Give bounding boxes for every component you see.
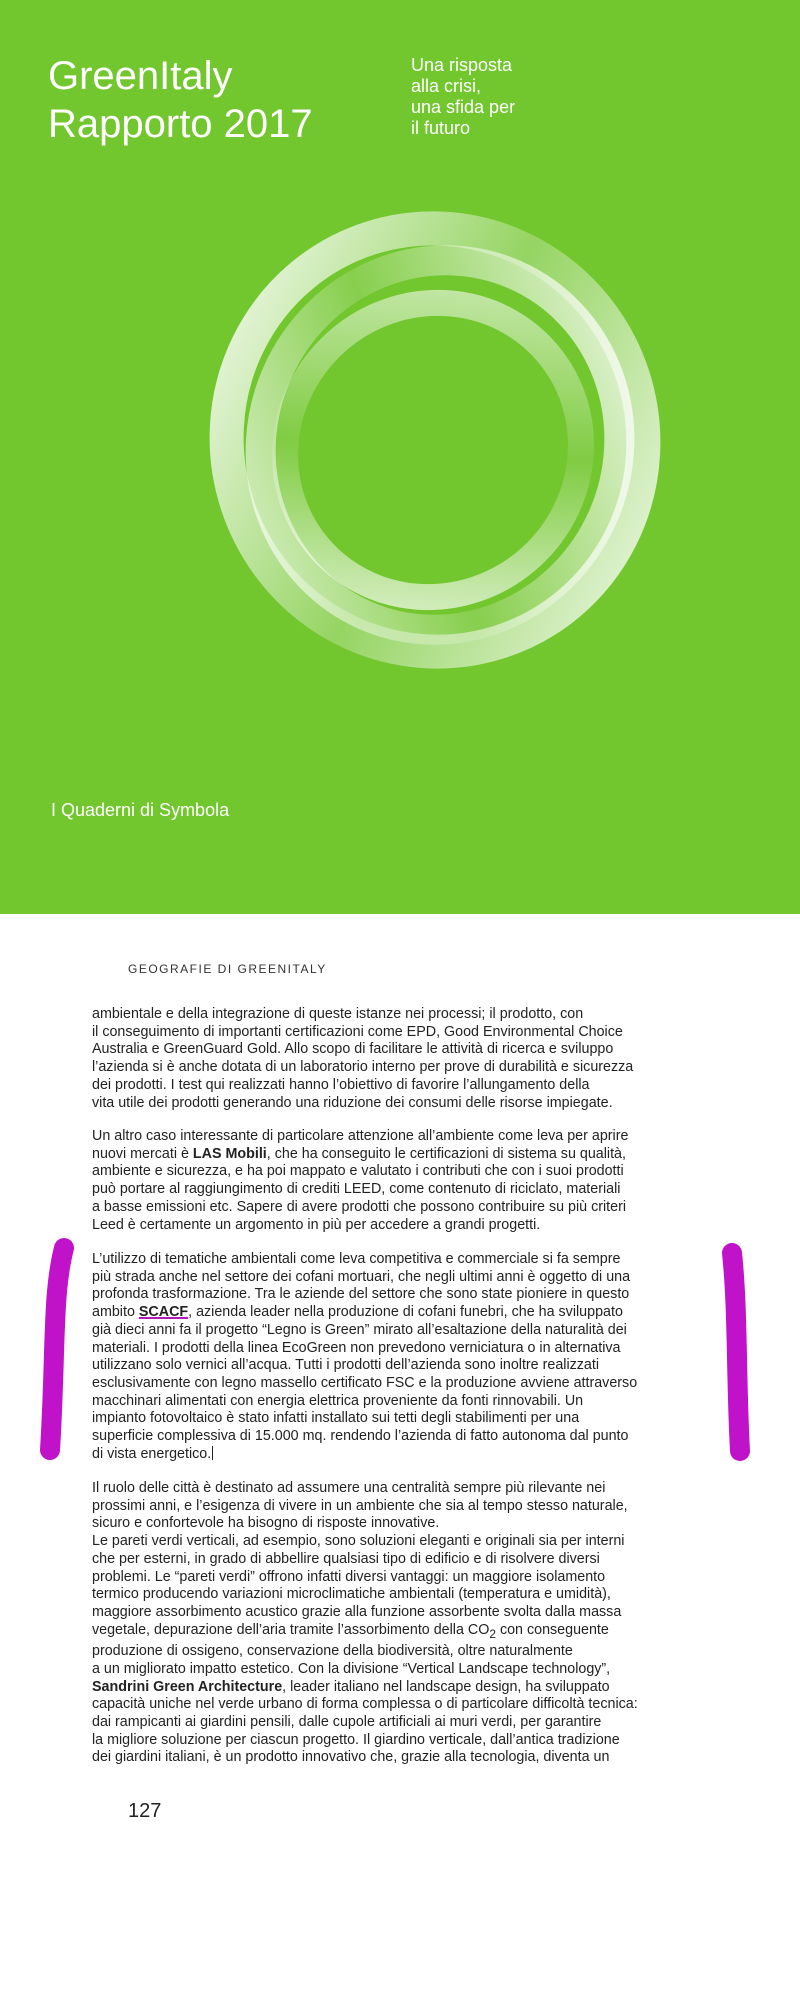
text-line: macchinari alimentati con energia elettrica proveniente da fonti rinnovabili. Un [92,1392,584,1409]
cover-tagline [411,55,515,139]
text-line: può portare al raggiungimento di crediti LEED, come contenuto di riciclato, materiali [92,1181,621,1198]
text-line: già dieci anni fa il progetto “Legno is Green” mirato all’esaltazione della naturalità dei [92,1321,627,1338]
paragraph-4 [92,1480,712,1767]
text-line: esclusivamente con legno massello certificato FSC e la produzione avviene attraverso [92,1374,638,1391]
text-line: ambientale e della integrazione di queste istanze nei processi; il prodotto, con [92,1006,584,1022]
text-fragment: , che ha conseguito le certificazioni di sistema su qualità, [266,1145,626,1162]
text-line: a basse emissioni etc. Sapere di avere prodotti che possono contribuire su più criteri [92,1198,627,1215]
company-name-las-mobili: LAS Mobili [192,1145,267,1162]
cover-title-line: Rapporto 2017 [48,102,313,146]
text-line: utilizzano solo vernici all’acqua. Tutti i prodotti dell’azienda sono inoltre realizzati [92,1357,600,1374]
tagline-line: il futuro [411,118,471,138]
text-line: Il ruolo delle città è destinato ad assumere una centralità sempre più rilevante nei [92,1480,606,1496]
text-line: vita utile dei prodotti generando una riduzione dei consumi delle risorse impiegate. [92,1094,613,1111]
text-line: profonda trasformazione. Tra le aziende del settore che sono state pioniere in questo [92,1286,630,1303]
text-line: capacità uniche nel verde urbano di forma complessa o di particolare difficoltà tecnica: [92,1696,638,1713]
report-cover [0,0,800,914]
right-highlight-bracket [718,1239,758,1469]
text-line: sicuro e confortevole ha bisogno di risposte innovative. [92,1515,440,1532]
paragraph-1 [92,1006,712,1112]
document-page [0,914,800,2000]
text-line: problemi. Le “pareti verdi” offrono infatti diversi vantaggi: un maggiore isolamento [92,1568,606,1585]
text-line: dei giardini italiani, è un prodotto innovativo che, grazie alla tecnologia, diventa un [92,1749,610,1766]
section-header: GEOGRAFIE DI GREENITALY [128,962,327,976]
text-line: maggiore assorbimento acustico grazie alla funzione assorbente svolta dalla massa [92,1603,622,1620]
tagline-line: alla crisi, [411,76,482,96]
text-fragment: nuovi mercati è [92,1145,193,1162]
text-line: dai rampicanti ai giardini pensili, dalle cupole artificiali ai muri verdi, per garantire [92,1714,602,1730]
text-fragment: , leader italiano nel landscape design, ha sviluppato [282,1678,610,1695]
paragraph-2 [92,1128,712,1234]
text-line: Leed è certamente un argomento in più per accedere a grandi progetti. [92,1216,541,1233]
text-line: la migliore soluzione per ciascun progetto. Il giardino verticale, dall’antica tradizione [92,1731,620,1748]
text-line [92,1304,712,1322]
cover-title [48,52,313,148]
text-line [92,1622,712,1644]
tagline-line: una sfida per [411,97,516,117]
company-name-scacf: SCACF [138,1304,189,1321]
text-line: Le pareti verdi verticali, ad esempio, sono soluzioni eleganti e originali sia per interni [92,1533,625,1550]
text-line [92,1146,712,1164]
text-line: dei prodotti. I test qui realizzati hanno l’obiettivo di favorire l’allungamento della [92,1076,590,1093]
tagline-line: Una risposta [411,55,513,75]
text-fragment: , azienda leader nella produzione di cofani funebri, che ha sviluppato [188,1304,623,1321]
text-line: materiali. I prodotti della linea EcoGreen non prevedono verniciatura o in alternativa [92,1339,621,1356]
text-line: Un altro caso interessante di particolare attenzione all’ambiente come leva per aprire [92,1128,629,1144]
text-line: prossimi anni, e l’esigenza di vivere in un ambiente che sia al tempo stesso naturale, [92,1497,628,1514]
interlocking-rings-graphic [185,195,685,695]
text-line [92,1679,712,1697]
text-line: produzione di ossigeno, conservazione della biodiversità, oltre naturalmente [92,1643,573,1660]
text-fragment: vegetale, depurazione dell’aria tramite l’assorbimento della CO [92,1621,490,1638]
cover-title-line: GreenItaly [48,54,233,98]
text-line: ambiente e sicurezza, e ha poi mappato e valutato i contributi che con i suoi prodotti [92,1163,624,1180]
text-line: il conseguimento di importanti certificazioni come EPD, Good Environmental Choice [92,1023,623,1040]
cover-series-label: I Quaderni di Symbola [51,800,230,820]
text-fragment: ambito [92,1304,139,1321]
text-line: più strada anche nel settore dei cofani mortuari, che negli ultimi anni è oggetto di una [92,1268,631,1285]
text-fragment: di vista energetico. [92,1445,212,1462]
co2-subscript: 2 [489,1626,496,1641]
text-line [92,1446,712,1464]
text-line: che per esterni, in grado di abbellire qualsiasi tipo di edificio e di risolvere diversi [92,1550,600,1567]
text-line: Australia e GreenGuard Gold. Allo scopo di facilitare le attività di ricerca e sviluppo [92,1041,614,1058]
paragraph-3-highlighted[interactable] [92,1251,712,1463]
text-line: a un migliorato impatto estetico. Con la divisione “Vertical Landscape technology”, [92,1660,611,1677]
text-cursor [212,1446,213,1460]
text-line: l’azienda si è anche dotata di un laboratorio interno per prove di durabilità e sicurezza [92,1059,634,1076]
text-fragment: con conseguente [495,1621,609,1638]
text-line: impianto fotovoltaico è stato infatti installato sui tetti degli stabilimenti per una [92,1410,580,1427]
text-line: L’utilizzo di tematiche ambientali come leva competitiva e commerciale si fa sempre [92,1251,621,1267]
text-line: termico producendo variazioni microclimatiche ambientali (temperatura e umidità), [92,1586,611,1603]
company-name-sandrini: Sandrini Green Architecture [92,1678,283,1695]
page-number: 127 [128,1800,162,1822]
text-line: superficie complessiva di 15.000 mq. rendendo l’azienda di fatto autonoma dal punto [92,1428,629,1445]
left-highlight-bracket [36,1234,76,1464]
